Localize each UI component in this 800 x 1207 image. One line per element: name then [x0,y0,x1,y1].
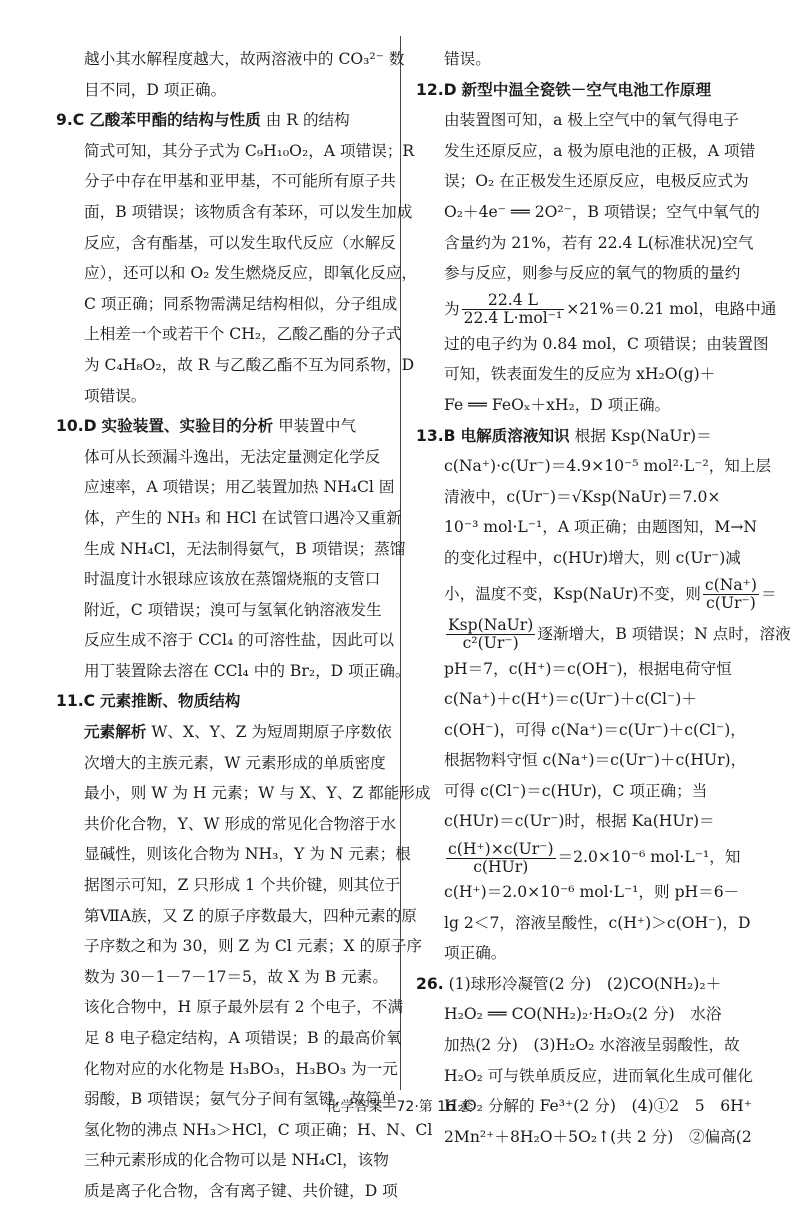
q13-frac-post: 逐渐增大，B 项错误；N 点时，溶液 [537,624,791,643]
q13-frac-post: ＝ [760,584,777,603]
q9-line: 为 C₄H₈O₂，故 R 与乙酸乙酯不互为同系物，D [84,355,415,374]
fraction-numerator: c(Na⁺) [704,576,757,594]
analysis-label: 元素解析 [84,722,147,742]
q26-text: (1)球形冷凝管(2 分) (2)CO(NH₂)₂＋ [448,974,722,993]
q9-line: C 项正确；同系物需满足结构相似，分子组成 [84,294,398,313]
fraction [446,841,556,876]
q12-header [416,75,746,106]
q12-number: 12.D [416,80,457,99]
q12-topic: 新型中温全瓷铁－空气电池工作原理 [461,80,712,99]
q10-line: 用丁装置除去溶在 CCl₄ 中的 Br₂，D 项正确。 [84,661,411,680]
fraction-denominator: c²(Ur⁻) [462,634,519,652]
q10-line: 体可从长颈漏斗逸出，无法定量测定化学反 [84,447,381,466]
q11-topic: 元素推断、物质结构 [100,692,241,711]
q13-number: 13.B [416,426,456,445]
q11-analysis-line: 最小，则 W 为 H 元素；W 与 X、Y、Z 都能形成 [84,784,431,803]
intro-line: 越小其水解程度越大，故两溶液中的 CO₃²⁻ 数 [84,50,405,68]
q12-line: 参与反应，则参与反应的氧气的物质的量约 [444,264,741,283]
q9-header [56,105,384,136]
fraction-denominator: c(HUr) [473,857,529,876]
q26-line: 加热(2 分) (3)H₂O₂ 水溶液呈弱酸性，故 [444,1036,740,1055]
fraction-numerator: c(H⁺)×c(Ur⁻) [448,839,554,858]
q11-header [56,686,384,717]
q13-topic: 电解质溶液知识 [460,426,570,445]
q9-text: 由 R 的结构 [265,111,350,130]
q13-line: 的变化过程中，c(HUr)增大，则 c(Ur⁻)减 [444,548,741,567]
q13-line: pH＝7，c(H⁺)＝c(OH⁻)，根据电荷守恒 [444,659,732,678]
q13-line: 根据物料守恒 c(Na⁺)＝c(Ur⁻)＋c(HUr)， [444,751,747,770]
q13-frac-line [416,614,791,654]
q26-number: 26. [416,974,444,993]
q26-line: H₂O₂ 可与铁单质反应，进而氧化生成可催化 [444,1066,753,1085]
q10-topic: 实验装置、实验目的分析 [101,417,274,436]
q10-line: 生成 NH₄Cl，无法制得氨气，B 项错误；蒸馏 [84,539,406,558]
q9-line: 项错误。 [84,386,147,405]
q11-analysis-line: 据图示可知，Z 只形成 1 个共价键，则其位于 [84,876,401,895]
q11-analysis-line: 数为 30－1－7－17＝5，故 X 为 B 元素。 [84,967,388,986]
fraction-numerator: 22.4 L [462,292,565,310]
q13-line: c(OH⁻)，可得 c(Na⁺)＝c(Ur⁻)＋c(Cl⁻)， [444,720,746,739]
q13-line: c(Na⁺)＋c(H⁺)＝c(Ur⁻)＋c(Cl⁻)＋ [444,690,697,709]
q11-analysis-line: 共价化合物，Y、W 形成的常见化合物溶于水 [84,814,396,833]
q12-line: 误；O₂ 在正极发生还原反应，电极反应式为 [444,172,749,191]
q9-line: 上相差一个或若干个 CH₂，乙酸乙酯的分子式 [84,325,402,344]
q13-frac-line [416,574,777,614]
q10-line: 应速率，A 项错误；用乙装置加热 NH₄Cl 固 [84,478,395,497]
q11-line: 该化合物中，H 原子最外层有 2 个电子，不满 [84,998,404,1017]
intro-line: 目不同，D 项正确。 [84,80,227,99]
q9-line: 应），还可以和 O₂ 发生燃烧反应，即氧化反应， [84,264,418,283]
page-footer: 化学答案—72·第 16 套 [326,1099,474,1115]
q10-line: 时温度计水银球应该放在蒸馏烧瓶的支管口 [84,570,381,589]
q13-line: c(Na⁺)·c(Ur⁻)＝4.9×10⁻⁵ mol²·L⁻²，知上层 [444,457,772,476]
q9-number: 9.C [56,111,85,130]
q12-line: 发生还原反应，a 极为原电池的正极，A 项错 [444,141,756,160]
q10-line: 反应生成不溶于 CCl₄ 的可溶性盐，因此可以 [84,631,395,650]
q11-line: 弱酸，B 项错误；氨气分子间有氢键，故简单 [84,1090,397,1109]
q10-line: 附近，C 项错误；溴可与氢氧化钠溶液发生 [84,600,382,619]
q11-number: 11.C [56,692,96,711]
q11-line: 化物对应的水化物是 H₃BO₃，H₃BO₃ 为一元 [84,1059,398,1078]
q13-line: 可得 c(Cl⁻)＝c(HUr)，C 项正确；当 [444,781,708,800]
q13-line: lg 2＜7，溶液呈酸性，c(H⁺)＞c(OH⁻)，D [444,913,751,932]
q12-line: 可知，铁表面发生的反应为 xH₂O(g)＋ [444,365,716,384]
q12-frac-post: ×21%＝0.21 mol，电路中通 [566,299,777,318]
q12-line: 含量约为 21%，若有 22.4 L(标准状况)空气 [444,233,754,252]
q11-analysis-line: 第ⅦA族，又 Z 的原子序数最大，四种元素的原 [84,906,417,925]
q13-frac-pre: 小，温度不变，Ksp(NaUr)不变，则 [444,584,701,603]
q9-line: 反应，含有酯基，可以发生取代反应（水解反 [84,233,396,252]
q11-analysis-line: 次增大的主族元素，W 元素形成的单质密度 [84,753,386,772]
q13-line: c(H⁺)＝2.0×10⁻⁶ mol·L⁻¹，则 pH＝6－ [444,883,740,902]
fraction-denominator: c(Ur⁻) [706,594,756,612]
q10-header [56,411,384,442]
fraction [446,617,535,652]
fraction-denominator: 22.4 L·mol⁻¹ [463,309,563,328]
q11-analysis-line: 子序数之和为 30，则 Z 为 Cl 元素；X 的原子序 [84,937,422,956]
q26-line: 2Mn²⁺＋8H₂O＋5O₂↑(共 2 分) ②偏高(2 [444,1127,752,1146]
q10-text: 甲装置中气 [278,417,357,436]
q9-line: 面，B 项错误；该物质含有苯环，可以发生加成 [84,202,413,221]
q11-line: 氢化物的沸点 NH₃＞HCl，C 项正确；H、N、Cl [84,1120,433,1139]
q26-header [416,969,746,1000]
q26-line: H₂O₂ 分解的 Fe³⁺(2 分) (4)①2 5 6H⁺ [444,1097,752,1116]
intro-line: 错误。 [444,50,491,68]
q10-number: 10.D [56,417,97,436]
q13-line: 项正确。 [444,944,507,963]
q11-line: 足 8 电子稳定结构，A 项错误；B 的最高价氧 [84,1029,402,1047]
q12-line: O₂＋4e⁻ ══ 2O²⁻，B 项错误；空气中氧气的 [444,202,760,221]
fraction [462,292,565,327]
q13-text: 根据 Ksp(NaUr)＝ [574,426,712,445]
q26-line: H₂O₂ ══ CO(NH₂)₂·H₂O₂(2 分) 水浴 [444,1005,722,1024]
q11-analysis-line: W、X、Y、Z 为短周期原子序数依 [151,723,392,742]
q13-frac-post: ＝2.0×10⁻⁶ mol·L⁻¹，知 [557,848,741,867]
q11-analysis-first [56,717,392,748]
q12-line: 由装置图可知，a 极上空气中的氧气得电子 [444,111,739,130]
q12-line: 过的电子约为 0.84 mol，C 项错误；由装置图 [444,334,769,353]
q10-line: 体，产生的 NH₃ 和 HCl 在试管口遇冷又重新 [84,508,402,527]
right-column [416,44,791,1152]
q13-line: 10⁻³ mol·L⁻¹，A 项正确；由题图知，M→N [444,518,758,537]
q9-line: 简式可知，其分子式为 C₉H₁₀O₂，A 项错误；R [84,141,415,160]
q11-line: 质是离子化合物，含有离子键、共价键，D 项 [84,1181,398,1200]
q13-line: c(HUr)＝c(Ur⁻)时，根据 Ka(HUr)＝ [444,812,715,831]
fraction [703,577,759,612]
q11-line: 三种元素形成的化合物可以是 NH₄Cl，该物 [84,1151,389,1170]
q11-analysis-line: 显碱性，则该化合物为 NH₃，Y 为 N 元素；根 [84,845,411,864]
q12-frac-line [416,289,777,329]
q9-line: 分子中存在甲基和亚甲基，不可能所有原子共 [84,172,396,191]
q13-header [416,421,746,452]
q13-frac-line [416,837,746,877]
q9-topic: 乙酸苯甲酯的结构与性质 [89,111,261,130]
q12-frac-pre: 为 [444,299,460,318]
q12-line: Fe ══ FeOₓ＋xH₂，D 项正确。 [444,395,671,414]
q13-line: 清液中，c(Ur⁻)＝√Ksp(NaUr)＝7.0× [444,487,721,506]
fraction-numerator: Ksp(NaUr) [448,616,534,634]
